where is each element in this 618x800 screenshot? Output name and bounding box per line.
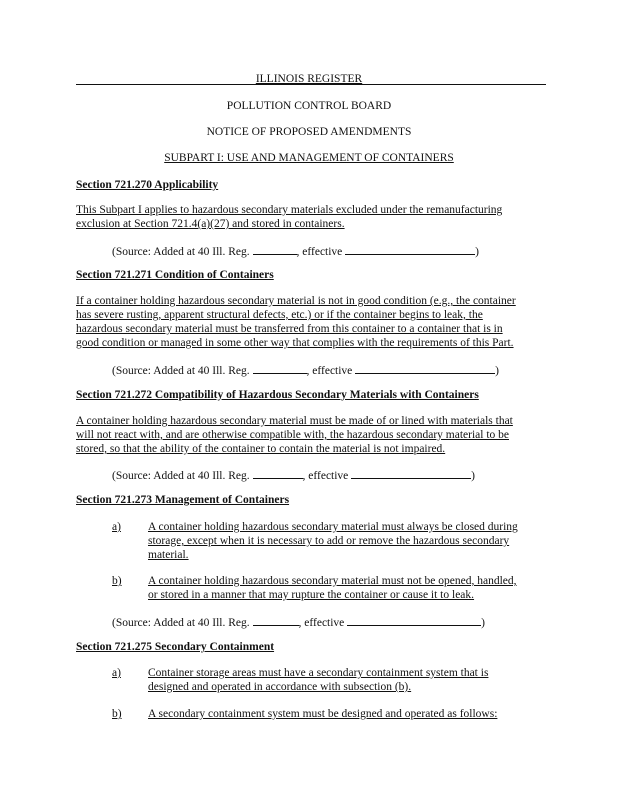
section-275-a-text: Container storage areas must have a secondary containment system that is: [148, 667, 489, 679]
source-label: (Source: Added at 40 Ill. Reg.: [112, 246, 250, 258]
section-272-text: stored, so that the ability of the container to contain the material is not impaired.: [76, 443, 446, 455]
section-273-heading: Section 721.273 Management of Containers: [76, 494, 290, 506]
section-272-text: A container holding hazardous secondary material must be made of or lined with materials that: [76, 415, 513, 427]
subpart-title: SUBPART I: USE AND MANAGEMENT OF CONTAINERS: [164, 152, 454, 164]
board-title: POLLUTION CONTROL BOARD: [226, 100, 392, 112]
section-271-text: If a container holding hazardous secondary material is not in good condition (e.g., the container: [76, 295, 516, 307]
section-270-source: (Source: Added at 40 Ill. Reg. , effective ): [112, 243, 479, 259]
section-271-text: has severe rusting, apparent structural defects, etc.) or if the container begins to leak, the: [76, 309, 483, 321]
blank-line: [253, 243, 297, 255]
section-273-a-text: A container holding hazardous secondary material must always be closed during: [148, 521, 518, 533]
effective-label: , effective: [298, 617, 345, 629]
section-273-a-text: material.: [148, 549, 189, 561]
subsection-label: a): [112, 667, 121, 679]
section-270-heading: Section 721.270 Applicability: [76, 179, 219, 191]
effective-label: , effective: [306, 365, 353, 377]
blank-line: [355, 362, 495, 374]
section-272-heading: Section 721.272 Compatibility of Hazardous Secondary Materials with Containers: [76, 389, 479, 401]
section-270-text: This Subpart I applies to hazardous secondary materials excluded under the remanufacturing: [76, 204, 503, 216]
blank-line: [345, 243, 475, 255]
section-275-b-text: A secondary containment system must be designed and operated as follows:: [148, 708, 498, 720]
blank-line: [253, 614, 299, 626]
notice-title: NOTICE OF PROPOSED AMENDMENTS: [206, 126, 412, 138]
blank-line: [253, 362, 307, 374]
section-270-text: exclusion at Section 721.4(a)(27) and stored in containers.: [76, 218, 345, 230]
register-title: ILLINOIS REGISTER: [255, 73, 363, 85]
section-273-b-text: or stored in a manner that may rupture the container or cause it to leak.: [148, 589, 475, 601]
subsection-label: a): [112, 521, 121, 533]
subsection-label: b): [112, 708, 122, 720]
section-272-text: will not react with, and are otherwise compatible with, the hazardous secondary material to be: [76, 429, 510, 441]
effective-label: , effective: [302, 470, 349, 482]
section-275-heading: Section 721.275 Secondary Containment: [76, 641, 275, 653]
source-label: (Source: Added at 40 Ill. Reg.: [112, 365, 250, 377]
section-271-text: hazardous secondary material must be transferred from this container to a container that is in: [76, 323, 503, 335]
source-label: (Source: Added at 40 Ill. Reg.: [112, 470, 250, 482]
section-271-source: (Source: Added at 40 Ill. Reg. , effective ): [112, 362, 499, 378]
section-273-a-text: storage, except when it is necessary to add or remove the hazardous secondary: [148, 535, 510, 547]
blank-line: [347, 614, 481, 626]
section-275-a-text: designed and operated in accordance with subsection (b).: [148, 681, 412, 693]
effective-label: , effective: [296, 246, 343, 258]
source-label: (Source: Added at 40 Ill. Reg.: [112, 617, 250, 629]
blank-line: [253, 467, 303, 479]
blank-line: [351, 467, 471, 479]
section-272-source: (Source: Added at 40 Ill. Reg. , effective ): [112, 467, 475, 483]
section-271-heading: Section 721.271 Condition of Containers: [76, 269, 274, 281]
section-271-text: good condition or managed in some other way that complies with the requirements of this Part.: [76, 337, 514, 349]
section-273-source: (Source: Added at 40 Ill. Reg. , effective ): [112, 614, 485, 630]
section-273-b-text: A container holding hazardous secondary material must not be opened, handled,: [148, 575, 517, 587]
subsection-label: b): [112, 575, 122, 587]
